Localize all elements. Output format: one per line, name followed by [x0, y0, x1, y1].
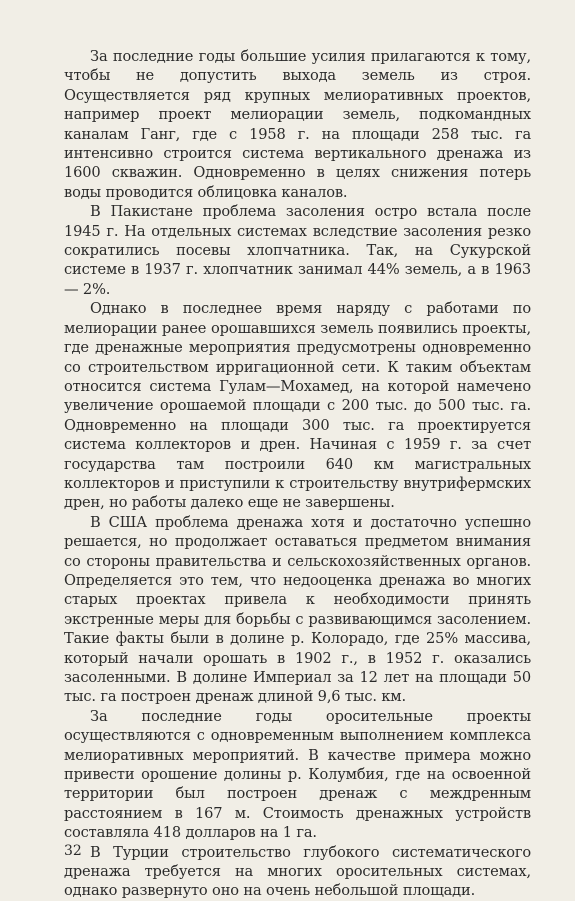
paragraph-1: За последние годы большие усилия прилагаются к тому, чтобы не допустить выхода земель из строя. Осуществляется ряд крупных мелиоративных проектов, например проект мелиорации земель, подкомандных каналам Ганг, где с 1958 г. на площади 258 тыс. га интенсивно строится система вертикального дренажа из 1600 скважин. Одновременно в целях снижения потерь воды проводится облицовка каналов.: [64, 48, 531, 201]
page-number: 32: [64, 843, 82, 859]
body-text: [64, 47, 531, 901]
paragraph-3: Однако в последнее время наряду с работами по мелиорации ранее орошавшихся земель появились проекты, где дренажные мероприятия предусмотрены одновременно со строительством ирригационной сети. К таким объектам относится система Гулам—Мохамед, на которой намечено увеличение орошаемой площади с 200 тыс. до 500 тыс. га. Одновременно на площади 300 тыс. га проектируется система коллекторов и дрен. Начиная с 1959 г. за счет государства там построили 640 км магистральных коллекторов и приступили к строительству внутрифермских дрен, но работы далеко еще не завершены.: [64, 300, 531, 512]
paragraph-6: В Турции строительство глубокого систематического дренажа требуется на многих оросительных системах, однако развернуто оно на очень небольшой площади.: [64, 843, 531, 900]
paragraph-4: В США проблема дренажа хотя и достаточно успешно решается, но продолжает оставаться предметом внимания со стороны правительства и сельскохозяйственных органов. Определяется это тем, что недооценка дренажа во многих старых проектах привела к необходимости принять экстренные меры для борьбы с развивающимся засолением. Такие факты были в долине р. Колорадо, где 25% массива, который начали орошать в 1902 г., в 1952 г. оказались засоленными. В долине Империал за 12 лет на площади 50 тыс. га построен дренаж длиной 9,6 тыс. км.: [64, 513, 531, 706]
paragraph-5: За последние годы оросительные проекты осуществляются с одновременным выполнением комплекса мелиоративных мероприятий. В качестве примера можно привести орошение долины р. Колумбия, где на освоенной территории был построен дренаж с междренным расстоянием в 167 м. Стоимость дренажных устройств составляла 418 долларов на 1 га.: [64, 707, 531, 842]
paragraph-2: В Пакистане проблема засоления остро встала после 1945 г. На отдельных системах вследствие засоления резко сократились посевы хлопчатника. Так, на Сукурской системе в 1937 г. хлопчатник занимал 44% земель, а в 1963 — 2%.: [64, 203, 531, 298]
